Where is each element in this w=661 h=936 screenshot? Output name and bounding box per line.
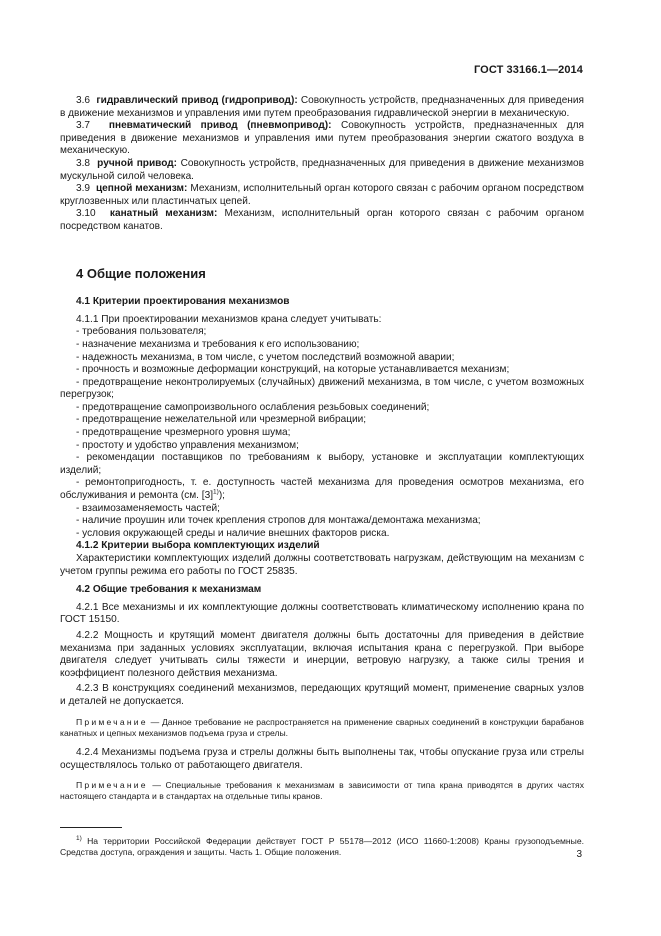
definition-number: 3.10: [76, 208, 96, 220]
list-item: - предотвращение чрезмерного уровня шума;: [76, 427, 291, 439]
list-item: - назначение механизма и требования к его использованию;: [76, 338, 360, 350]
definition-number: 3.6: [76, 95, 91, 106]
definition-term: канатный механизм:: [109, 208, 218, 220]
definition-text: Совокупность устройств, предназначенных для приведения в движение механизмов и управления ими путем преобразования энергии сжатого воздуха в механическую.: [60, 120, 584, 157]
footnote-reference: 1): [213, 488, 219, 496]
list-item: - взаимозаменяемость частей;: [76, 502, 220, 514]
list-item: - предотвращение нежелательной или чрезмерной вибрации;: [76, 414, 367, 426]
definition-3-10: [60, 208, 584, 233]
list-item-text-end: );: [218, 490, 225, 502]
definition-term: гидравлический привод (гидропривод):: [96, 95, 298, 106]
note-text: — Специальные требования к механизмам в зависимости от типа крана приводятся в других частях настоящего стандарта и в стандартах на отдельные типы кранов.: [60, 780, 584, 802]
page-content: [60, 95, 584, 867]
footnote: [60, 836, 584, 858]
clause-4-1-1-intro: 4.1.1 При проектировании механизмов крана следует учитывать:: [76, 313, 382, 325]
definition-number: 3.8: [76, 157, 91, 169]
list-item: - прочность и возможные деформации конструкций, на которые устанавливается механизм;: [76, 364, 510, 376]
document-header: ГОСТ 33166.1—2014: [473, 64, 583, 76]
definition-3-7: [60, 120, 584, 158]
note-1: [60, 717, 584, 739]
list-item: - условия окружающей среды и наличие внешних факторов риска.: [76, 527, 390, 539]
definition-3-8: [60, 158, 584, 183]
clause-4-1-2-text: Характеристики комплектующих изделий должны соответствовать нагрузкам, действующим на механизм с учетом группы режима его работы по ГОСТ 25835.: [60, 553, 584, 577]
definition-3-9: [60, 183, 584, 208]
definition-text: Механизм, исполнительный орган которого связан с рабочим органом посредством круглозвенных или пластинчатых цепей.: [60, 183, 584, 207]
footnote-mark: 1): [76, 835, 82, 843]
note-text: — Данное требование не распространяется на применение сварных соединений в конструкции барабанов канатных и цепных механизмов подъема груза и стрелы.: [60, 716, 584, 738]
clause-4-1-2-title: 4.1.2 Критерии выбора комплектующих изделий: [76, 540, 320, 552]
note-label: Примечание: [76, 780, 148, 791]
section-4-1-title: 4.1 Критерии проектирования механизмов: [76, 296, 290, 308]
list-item: - рекомендации поставщиков по требованиям к выбору, установке и эксплуатации комплектующих изделий;: [60, 452, 584, 476]
list-item: - надежность механизма, в том числе, с учетом последствий возможной аварии;: [76, 351, 455, 363]
section-4-title: 4 Общие положения: [76, 265, 206, 281]
list-item-text: - ремонтопригодность, т. е. доступность частей механизма для проведения осмотров механизма, его обслуживания и ремонта (см. [3]: [60, 477, 584, 502]
clause-4-2-1: 4.2.1 Все механизмы и их комплектующие должны соответствовать климатическому исполнению крана по ГОСТ 15150.: [60, 601, 584, 626]
definition-term: ручной привод:: [97, 157, 178, 169]
list-item: - простоту и удобство управления механизмом;: [76, 439, 299, 451]
list-item: - требования пользователя;: [76, 326, 207, 338]
note-label: Примечание: [76, 716, 148, 727]
list-item-repairability: [60, 477, 584, 502]
definition-number: 3.9: [76, 183, 91, 195]
clause-4-2-3: 4.2.3 В конструкциях соединений механизмов, передающих крутящий момент, применение сварных узлов и деталей не допускается.: [60, 683, 584, 707]
list-item: - предотвращение неконтролируемых (случайных) движений механизма, в том числе, с учетом возможных перегрузок;: [60, 376, 584, 401]
definition-text: Механизм, исполнительный орган которого связан с рабочим органом посредством канатов.: [60, 208, 585, 232]
footnote-divider: [60, 827, 122, 828]
list-item: - предотвращение самопроизвольного ослабления резьбовых соединений;: [76, 401, 430, 413]
definition-term: цепной механизм:: [95, 183, 188, 195]
section-4-2-title: 4.2 Общие требования к механизмам: [76, 584, 262, 596]
definition-term: пневматический привод (пневмопривод):: [108, 120, 332, 132]
definition-3-6: [60, 95, 584, 120]
footnote-text: На территории Российской Федерации действует ГОСТ Р 55178—2012 (ИСО 11660-1:2008) Краны грузоподъемные. Средства доступа, ограждения и защиты. Часть 1. Общие положения.: [60, 836, 584, 858]
note-2: [60, 780, 584, 802]
definition-text: Совокупность устройств, предназначенных для приведения в движение механизмов и управления ими путем преобразования гидравлической энергии в механическую.: [60, 95, 584, 119]
definition-text: Совокупность устройств, предназначенных для приведения в движение механизмов мускульной силой человека.: [60, 157, 585, 182]
clause-4-2-2: 4.2.2 Мощность и крутящий момент двигателя должны быть достаточны для приведения в действие механизма при заданных условиях эксплуатации, включая испытания крана с перегрузкой. При выборе двигателя следует учитывать силы тяжести и инерции, ветровую нагрузку, а также силы трения и коэффициент полезного действия механизма.: [60, 629, 584, 679]
clause-4-2-4: 4.2.4 Механизмы подъема груза и стрелы должны быть выполнены так, чтобы опускание груза или стрелы осуществлялось только от работающего двигателя.: [60, 746, 584, 771]
list-item: - наличие проушин или точек крепления стропов для монтажа/демонтажа механизма;: [76, 515, 481, 527]
page-number: 3: [576, 849, 582, 860]
definition-number: 3.7: [76, 120, 91, 132]
